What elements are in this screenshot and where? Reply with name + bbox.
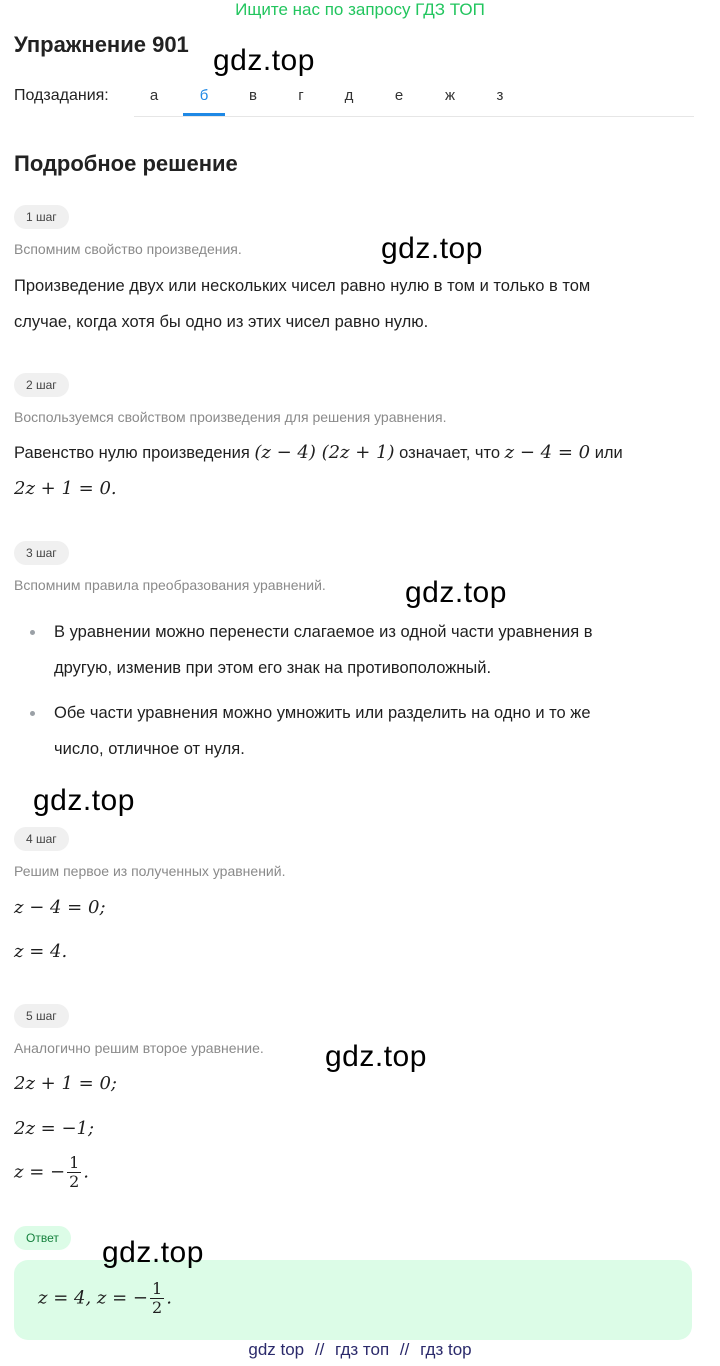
- math-segment: .: [166, 1287, 172, 1309]
- math-expression: [14, 1154, 89, 1191]
- math-segment: z = −: [14, 1161, 66, 1183]
- math-expression: 2z + 1 = 0;: [14, 1073, 117, 1094]
- math-expression: z = 4.: [14, 941, 68, 962]
- footer-separator: //: [399, 1340, 410, 1359]
- footer-link[interactable]: гдз top: [420, 1340, 472, 1359]
- bullet-icon: [30, 630, 35, 635]
- tab-g[interactable]: г: [298, 87, 304, 104]
- step-hint: Воспользуемся свойством произведения для решения уравнения.: [14, 409, 447, 425]
- watermark: gdz.top: [213, 44, 315, 77]
- step-text: Произведение двух или нескольких чисел равно нулю в том и только в том: [14, 277, 591, 295]
- math-expression: 2z + 1 = 0.: [14, 478, 117, 499]
- active-tab-indicator: [183, 113, 225, 116]
- footer-link[interactable]: gdz top: [248, 1340, 305, 1359]
- footer-link[interactable]: гдз топ: [335, 1340, 390, 1359]
- step-text: [14, 442, 623, 463]
- bullet-text: Обе части уравнения можно умножить или разделить на одно и то же: [54, 704, 591, 722]
- bullet-text: другую, изменив при этом его знак на противоположный.: [54, 659, 492, 677]
- subtask-tabs: [134, 80, 694, 117]
- step-badge: 1 шаг: [14, 205, 69, 229]
- solution-heading: Подробное решение: [14, 151, 238, 176]
- step-text: случае, когда хотя бы одно из этих чисел равно нулю.: [14, 313, 429, 331]
- math-expression: z − 4 = 0;: [14, 897, 106, 918]
- watermark: gdz.top: [33, 784, 135, 817]
- tab-b[interactable]: б: [199, 87, 209, 104]
- step-hint: Решим первое из полученных уравнений.: [14, 863, 286, 879]
- fraction: [150, 1280, 164, 1317]
- step-badge: 5 шаг: [14, 1004, 69, 1028]
- math-expression: z − 4 = 0: [504, 442, 591, 463]
- tab-v[interactable]: в: [249, 87, 257, 104]
- step-badge: 3 шаг: [14, 541, 69, 565]
- math-expression: 2z = −1;: [14, 1118, 95, 1139]
- answer-expression: [38, 1280, 172, 1317]
- bullet-icon: [30, 711, 35, 716]
- footer-links: [0, 1340, 720, 1360]
- fraction-denominator: 2: [69, 1172, 80, 1191]
- text-segment: Равенство нулю произведения: [14, 444, 255, 462]
- tab-e[interactable]: е: [394, 87, 404, 104]
- watermark: gdz.top: [381, 232, 483, 265]
- step-hint: Аналогично решим второе уравнение.: [14, 1040, 264, 1056]
- watermark: gdz.top: [405, 576, 507, 609]
- fraction-numerator: 1: [152, 1279, 163, 1298]
- footer-separator: //: [314, 1340, 325, 1359]
- fraction: [67, 1154, 81, 1191]
- tab-zh[interactable]: ж: [444, 87, 456, 104]
- page-title: Упражнение 901: [14, 32, 189, 57]
- step-hint: Вспомним правила преобразования уравнений.: [14, 577, 326, 593]
- tab-z[interactable]: з: [496, 87, 504, 104]
- tab-d[interactable]: д: [344, 87, 354, 104]
- math-segment: .: [83, 1161, 90, 1183]
- text-segment: или: [590, 444, 623, 462]
- step-badge: 2 шаг: [14, 373, 69, 397]
- bullet-text: В уравнении можно перенести слагаемое из одной части уравнения в: [54, 623, 593, 641]
- fraction-numerator: 1: [69, 1153, 80, 1172]
- fraction-denominator: 2: [152, 1298, 163, 1317]
- promo-banner: Ищите нас по запросу ГДЗ ТОП: [235, 0, 485, 19]
- step-badge: 4 шаг: [14, 827, 69, 851]
- answer-badge: Ответ: [14, 1226, 71, 1250]
- math-expression: (z − 4) (2z + 1): [254, 442, 395, 463]
- math-segment: z = 4, z = −: [38, 1287, 148, 1309]
- text-segment: означает, что: [394, 444, 505, 462]
- watermark: gdz.top: [102, 1236, 204, 1269]
- bullet-text: число, отличное от нуля.: [54, 740, 245, 758]
- watermark: gdz.top: [325, 1040, 427, 1073]
- tab-a[interactable]: а: [149, 87, 159, 104]
- step-hint: Вспомним свойство произведения.: [14, 241, 242, 257]
- subtasks-label: Подзадания:: [14, 87, 109, 104]
